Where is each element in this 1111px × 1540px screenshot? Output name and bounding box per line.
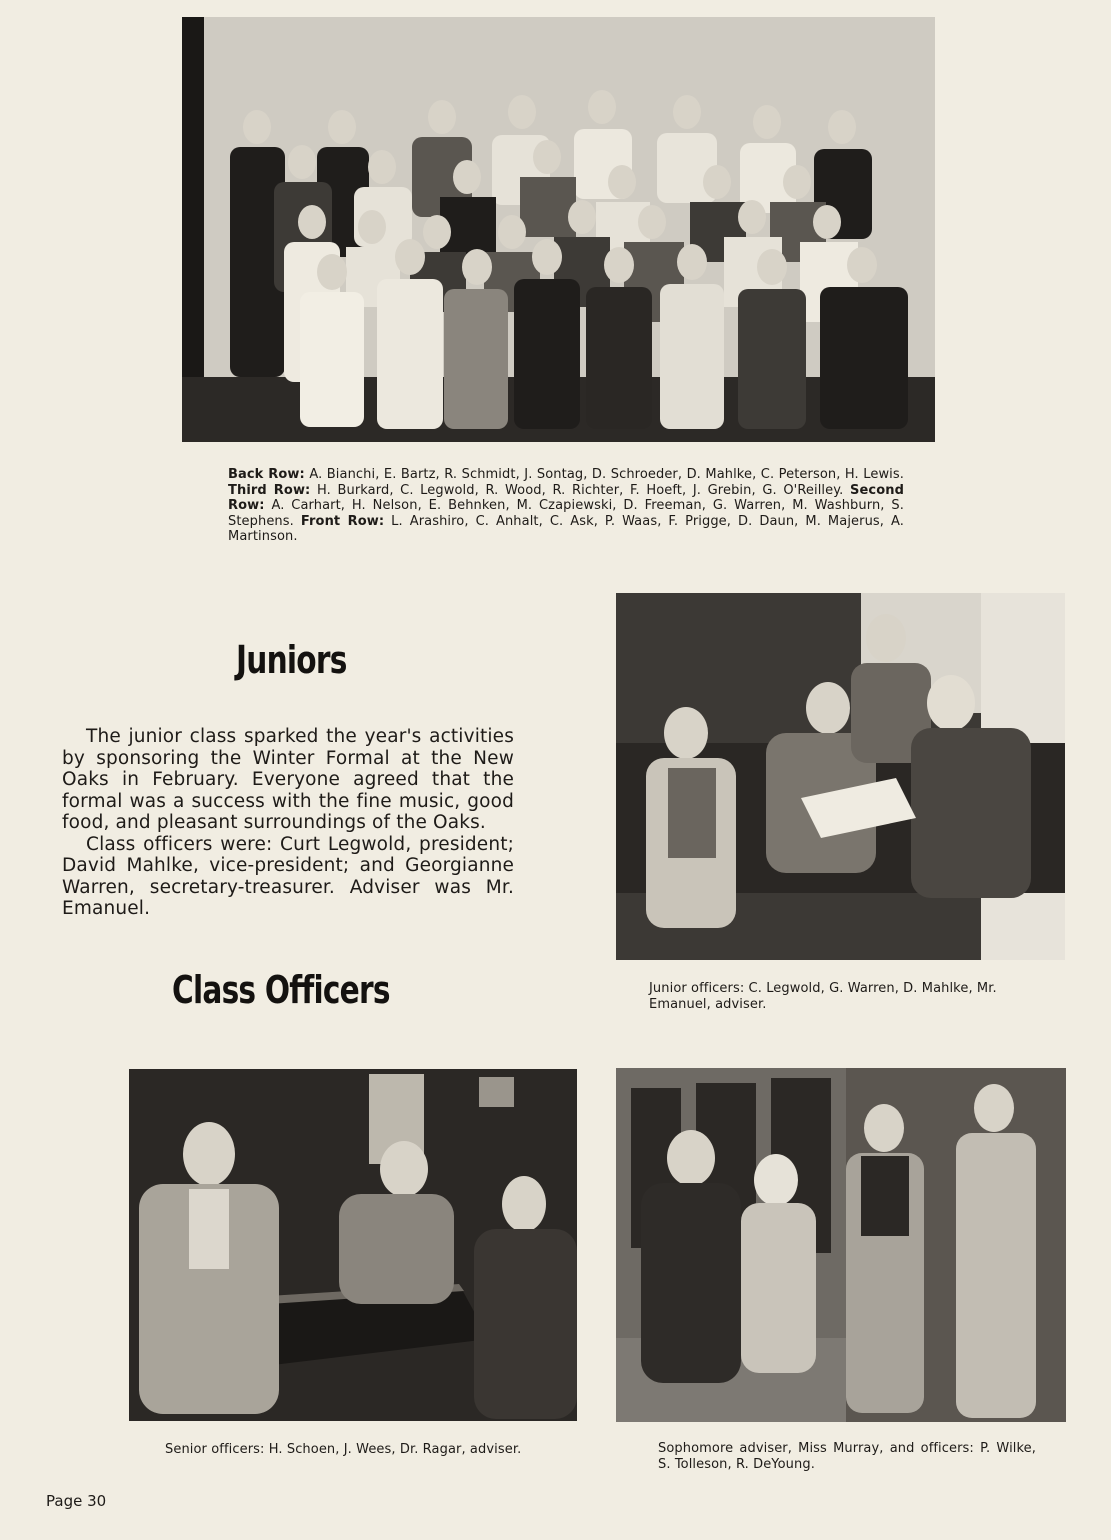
- sophomore-officers-photo: [616, 1068, 1066, 1422]
- third-row-names: H. Burkard, C. Legwold, R. Wood, R. Richter, F. Hoeft, J. Grebin, G. O'Reilley.: [316, 482, 844, 498]
- group-photo-figures: [182, 17, 935, 442]
- juniors-heading: Juniors: [236, 638, 347, 682]
- juniors-body-text: [62, 726, 514, 920]
- class-officers-heading: Class Officers: [172, 968, 390, 1012]
- second-row-label: Second Row:: [228, 482, 905, 514]
- back-row-names: A. Bianchi, E. Bartz, R. Schmidt, J. Sontag, D. Schroeder, D. Mahlke, C. Peterson, H. Lewis.: [309, 467, 905, 482]
- juniors-paragraph-1: The junior class sparked the year's activities by sponsoring the Winter Formal at the New Oaks in February. Everyone agreed that the formal was a success with the fine music, good food, and pleasant surroundings of the Oaks.: [62, 726, 514, 833]
- senior-officers-photo: [129, 1069, 577, 1421]
- front-row-label: Front Row:: [300, 513, 385, 529]
- back-row-label: Back Row:: [228, 467, 305, 482]
- group-photo-caption: [228, 467, 904, 545]
- sophomore-officers-caption: Sophomore adviser, Miss Murray, and officers: P. Wilke, S. Tolleson, R. DeYoung.: [658, 1441, 1036, 1472]
- sophomore-officers-figures: [616, 1068, 1066, 1422]
- senior-officers-figures: [129, 1069, 577, 1421]
- junior-class-group-photo: [182, 17, 935, 442]
- front-row-names: L. Arashiro, C. Anhalt, C. Ask, P. Waas, F. Prigge, D. Daun, M. Majerus, A. Martinson.: [228, 513, 904, 545]
- page-number: Page 30: [46, 1492, 107, 1510]
- junior-officers-photo: [616, 593, 1065, 960]
- junior-officers-figures: [616, 593, 1065, 960]
- junior-officers-caption: Junior officers: C. Legwold, G. Warren, D. Mahlke, Mr. Emanuel, adviser.: [649, 981, 997, 1012]
- third-row-label: Third Row:: [228, 482, 311, 498]
- juniors-paragraph-2: Class officers were: Curt Legwold, president; David Mahlke, vice-president; and Georgianne Warren, secretary-treasurer. Adviser was Mr. Emanuel.: [62, 833, 514, 919]
- senior-officers-caption: Senior officers: H. Schoen, J. Wees, Dr. Ragar, adviser.: [165, 1442, 522, 1457]
- second-row-names: A. Carhart, H. Nelson, E. Behnken, M. Czapiewski, D. Freeman, G. Warren, M. Washburn, S. Stephens.: [228, 498, 904, 529]
